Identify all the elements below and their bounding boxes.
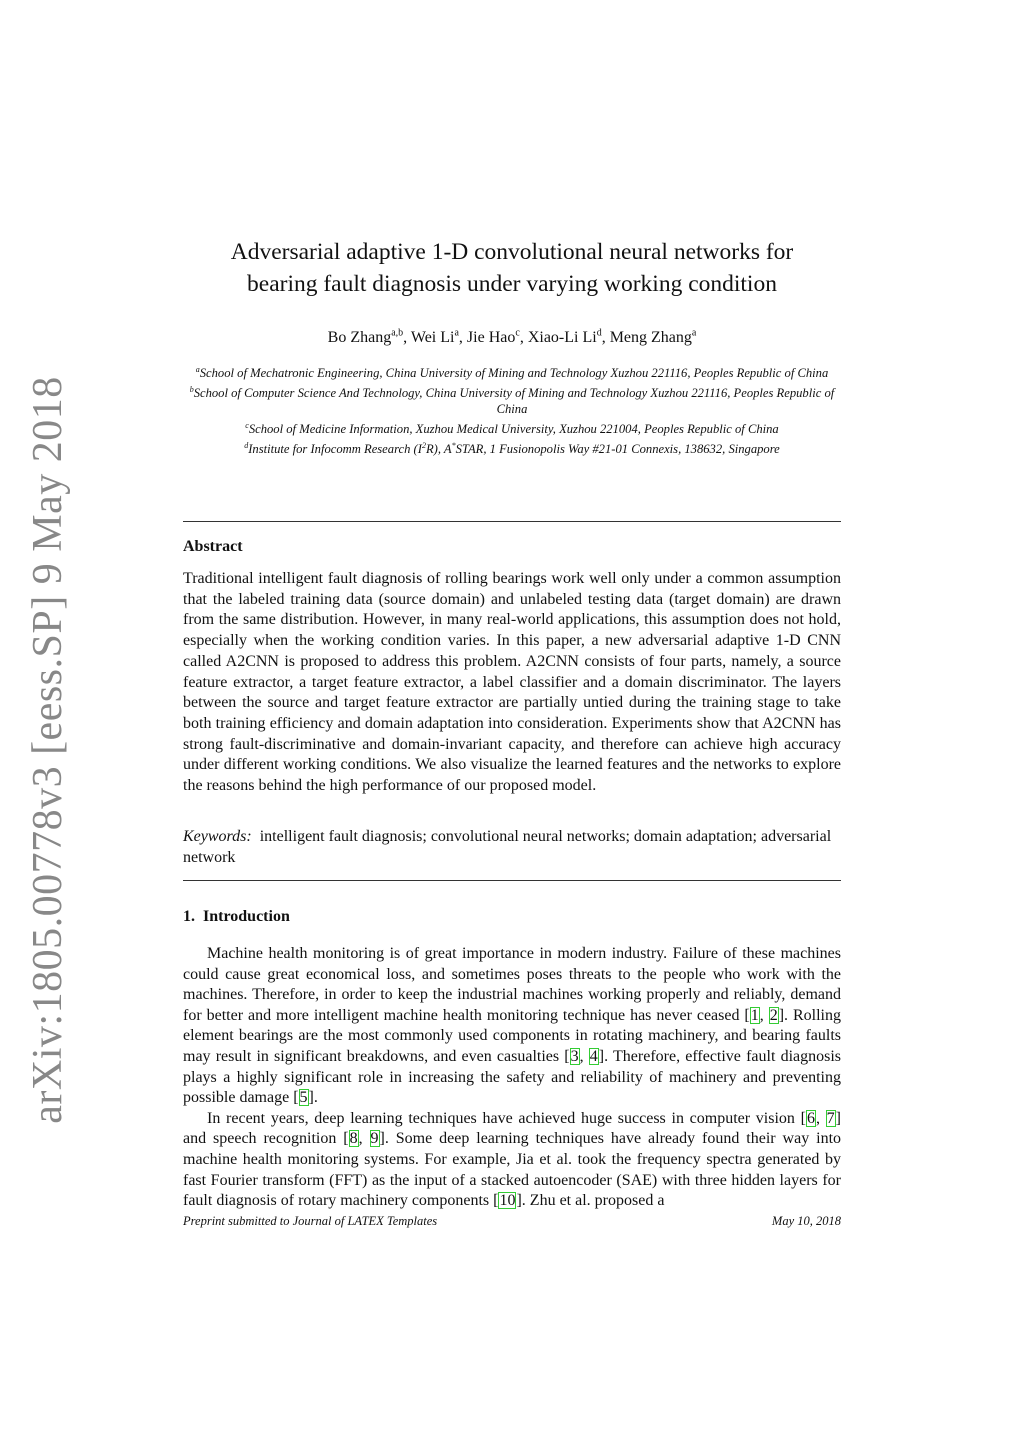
footer-journal: Preprint submitted to Journal of LATEX Templates: [183, 1214, 438, 1228]
abstract-text: Traditional intelligent fault diagnosis of rolling bearings work well only under a common assumption that the labeled training data (source domain) and unlabeled testing data (target domain) are drawn from the same distribution. However, in many real-world applications, this assumption does not hold, especially when the working condition varies. In this paper, a new adversarial adaptive 1-D CNN called A2CNN is proposed to address this problem. A2CNN consists of four parts, namely, a source feature extractor, a target feature extractor, a label classifier and a domain discriminator. The layers between the source and target feature extractor are partially untied during the training stage to take both training efficiency and domain adaptation into consideration. Experiments show that A2CNN has strong fault-discriminative and domain-invariant capacity, and therefore can achieve high accuracy under different working conditions. We also visualize the learned features and the networks to explore the reasons behind the high performance of our proposed model.: [183, 570, 841, 795]
divider-top: [183, 521, 841, 522]
citation-link[interactable]: 2: [769, 1006, 778, 1024]
keywords-label: Keywords:: [183, 828, 252, 845]
author: Meng Zhang$^a$: [609, 328, 697, 347]
affiliation-a: $^a$School of Mechatronic Engineering, China University of Mining and Technology Xuzhou 221116, Peoples Republic of China: [195, 365, 829, 381]
title-line-1: Adversarial adaptive 1-D convolutional neural networks for: [230, 239, 794, 265]
citation-link[interactable]: 7: [826, 1109, 835, 1127]
keywords-text: intelligent fault diagnosis; convolutional neural networks; domain adaptation; adversarial network: [183, 828, 832, 866]
section-heading: [183, 908, 290, 926]
affiliation-c: $^c$School of Medicine Information, Xuzhou Medical University, Xuzhou 221004, Peoples Republic of China: [245, 420, 779, 437]
author: Jie Hao$^c$,: [466, 328, 528, 347]
affiliation-b: $^b$School of Computer Science And Technology, China University of Mining and Technology Xuzhou 221116, Peoples Republic of China: [189, 384, 835, 417]
citation-link[interactable]: 4: [589, 1047, 598, 1065]
affiliation-d: $^d$Institute for Infocomm Research $(I^2R)$, A*STAR, 1 Fusionopolis Way #21-01 Connexis, 138632, Singapore: [244, 440, 780, 456]
paragraph: Machine health monitoring is of great importance in modern industry. Failure of these machines could cause great economical loss, and sometimes poses threats to the people who work with the machines. Therefore, in order to keep the industrial machines working properly and reliably, demand for better and more intelligent machine health monitoring technique has never ceased [1, 2]. Rolling element bearings are the most commonly used components in rotating machinery, and bearing faults may result in significant breakdowns, and even casualties [3, 4]. Therefore, effective fault diagnosis plays a highly significant role in increasing the safety and reliability of machinery and preventing possible damage [5].: [183, 945, 842, 1107]
citation-link[interactable]: 9: [370, 1130, 379, 1148]
author-list: [183, 323, 841, 349]
affiliations: [183, 362, 841, 457]
introduction-body: [183, 944, 841, 1212]
footer-date: May 10, 2018: [771, 1214, 841, 1228]
paragraph: In recent years, deep learning techniques have achieved huge success in computer vision [6, 7] and speech recognition [8, 9]. Some deep learning techniques have already found their way into machine health monitoring systems. For example, Jia et al. took the frequency spectra generated by fast Fourier transform (FFT) as the input of a stacked autoencoder (SAE) with three hidden layers for fault diagnosis of rotary machinery components [10]. Zhu et al. proposed a: [183, 1109, 842, 1210]
arxiv-identifier: arXiv:1805.00778v3 [eess.SP] 9 May 2018: [25, 376, 71, 1124]
page-footer: [183, 1214, 841, 1229]
citation-link[interactable]: 6: [806, 1109, 815, 1127]
divider-bottom: [183, 880, 841, 881]
keywords: [183, 827, 841, 868]
citation-link[interactable]: 5: [299, 1089, 308, 1107]
author: Bo Zhang$^{a,b}$,: [327, 328, 411, 347]
citation-link[interactable]: 10: [499, 1192, 516, 1210]
author: Wei Li$^a$,: [410, 328, 467, 347]
paper-title: [183, 236, 841, 300]
author: Xiao-Li Li$^d$,: [527, 328, 610, 347]
citation-link[interactable]: 1: [750, 1006, 759, 1024]
abstract-heading: Abstract: [183, 538, 243, 555]
section-number: 1.: [183, 908, 195, 925]
title-line-2: bearing fault diagnosis under varying working condition: [247, 271, 777, 297]
citation-link[interactable]: 8: [349, 1130, 358, 1148]
citation-link[interactable]: 3: [570, 1047, 579, 1065]
section-title: Introduction: [203, 908, 290, 925]
